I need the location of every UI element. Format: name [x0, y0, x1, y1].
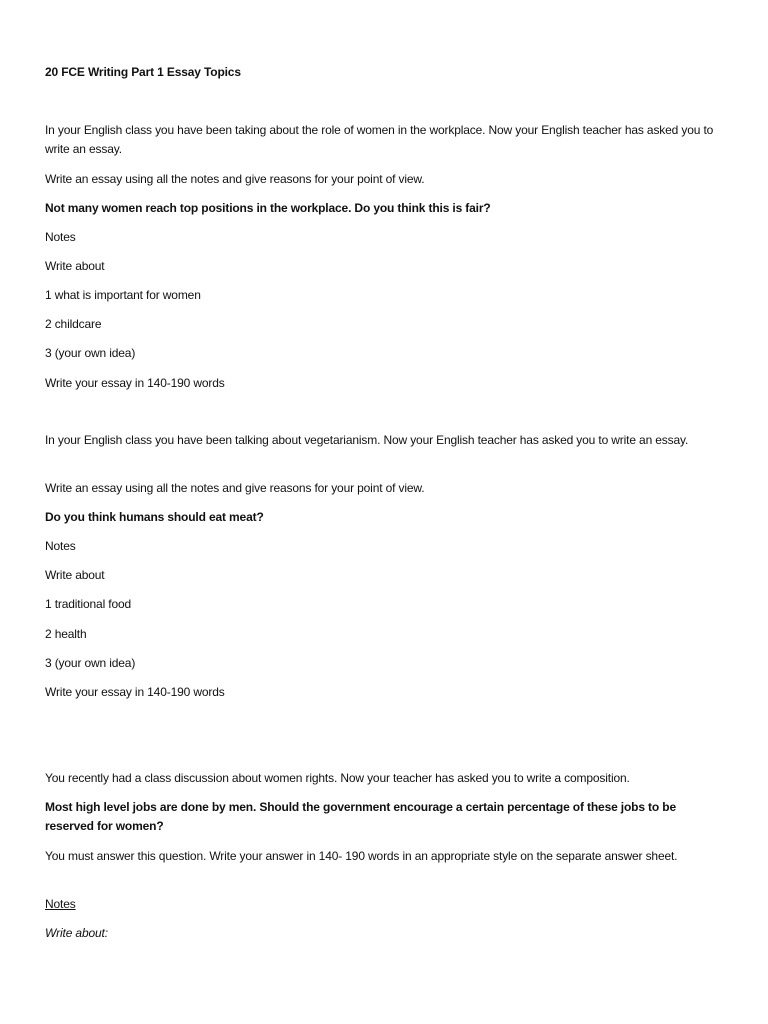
document-title: 20 FCE Writing Part 1 Essay Topics — [45, 65, 241, 79]
topic1-word-count: Write your essay in 140-190 words — [45, 376, 225, 390]
topic3-intro: You recently had a class discussion about women rights. Now your teacher has asked you to write a composition. — [45, 771, 630, 785]
topic3-question: Most high level jobs are done by men. Should the government encourage a certain percentage of these jobs to be reserved for women? — [45, 800, 676, 833]
topic2-item-2: 2 health — [45, 627, 87, 641]
topic1-intro: In your English class you have been taking about the role of women in the workplace. Now your English teacher has asked you to write an essay. — [45, 123, 714, 156]
topic2-write-about: Write about — [45, 568, 105, 582]
topic2-question: Do you think humans should eat meat? — [45, 510, 264, 524]
topic1-item-2: 2 childcare — [45, 317, 102, 331]
topic1-notes-label: Notes — [45, 230, 76, 244]
topic2-item-1: 1 traditional food — [45, 597, 132, 611]
topic1-question: Not many women reach top positions in the workplace. Do you think this is fair? — [45, 201, 491, 215]
topic2-notes-label: Notes — [45, 539, 76, 553]
topic1-instruction: Write an essay using all the notes and give reasons for your point of view. — [45, 172, 425, 186]
topic1-item-1: 1 what is important for women — [45, 288, 201, 302]
topic2-intro: In your English class you have been talking about vegetarianism. Now your English teacher has asked you to write an essay. — [45, 433, 689, 447]
topic2-word-count: Write your essay in 140-190 words — [45, 685, 225, 699]
topic1-item-3: 3 (your own idea) — [45, 346, 136, 360]
topic2-instruction: Write an essay using all the notes and give reasons for your point of view. — [45, 481, 425, 495]
topic3-write-about: Write about: — [45, 926, 108, 940]
topic3-instruction: You must answer this question. Write your answer in 140- 190 words in an appropriate style on the separate answer sheet. — [45, 849, 678, 863]
topic3-notes-label: Notes — [45, 897, 76, 911]
topic1-write-about: Write about — [45, 259, 105, 273]
topic2-item-3: 3 (your own idea) — [45, 656, 136, 670]
